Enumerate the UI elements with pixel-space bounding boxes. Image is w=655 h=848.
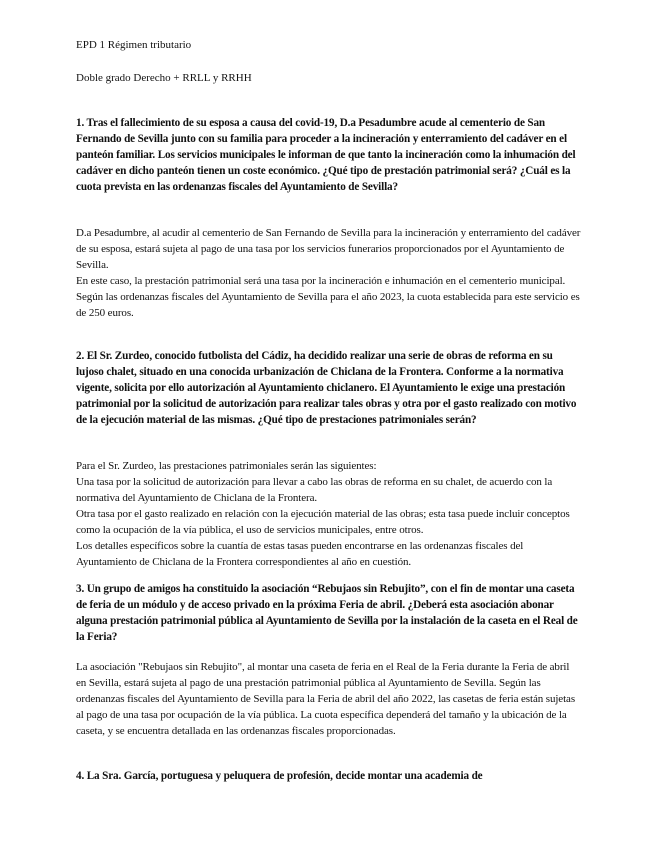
question-3: 3. Un grupo de amigos ha constituido la asociación “Rebujaos sin Rebujito”, con el fin de montar una caseta de feria de un módulo y de acceso privado en la próxima Feria de abril. ¿Deberá esta asociación abonar alguna prestación patrimonial pública al Ayuntamiento de Sevilla por la instalación de la caseta en el Real de la Feria? — [76, 583, 578, 643]
answer-3-paragraph: La asociación "Rebujaos sin Rebujito", al montar una caseta de feria en el Real de la Feria durante la Feria de abril en Sevilla, estará sujeta al pago de una prestación patrimonial pública al Ayuntamiento de Sevilla. Según las ordenanzas fiscales del Ayuntamiento de Sevilla para la Feria de abril del año 2022, las casetas de feria están sujetas al pago de una tasa por ocupación de la vía pública. La cuota específica dependerá del tamaño y la ubicación de la caseta, y se encuentra detallada en las ordenanzas fiscales proporcionadas. — [76, 661, 576, 737]
answer-1-paragraph: Según las ordenanzas fiscales del Ayuntamiento de Sevilla para el año 2023, la cuota establecida para este servicio es de 250 euros. — [76, 291, 580, 319]
answer-2-paragraph: Para el Sr. Zurdeo, las prestaciones patrimoniales serán las siguientes: — [76, 460, 377, 472]
stray-marks — [76, 55, 136, 59]
answer-3 — [76, 659, 581, 739]
answer-2 — [76, 458, 581, 570]
question-2: 2. El Sr. Zurdeo, conocido futbolista del Cádiz, ha decidido realizar una serie de obras de reforma en su lujoso chalet, situado en una conocida urbanización de Chiclana de la Frontera. Conforme a la normativa vigente, solicita por ello autorización al Ayuntamiento chiclanero. El Ayuntamiento le exige una prestación patrimonial por la solicitud de autorización para realizar tales obras y otra por el gasto realizado con motivo de la ejecución material de las mismas. ¿Qué tipo de prestaciones patrimoniales serán? — [76, 350, 577, 426]
answer-2-paragraph: Una tasa por la solicitud de autorización para llevar a cabo las obras de reforma en su chalet, de acuerdo con la normativa del Ayuntamiento de Chiclana de la Frontera. — [76, 476, 553, 504]
answer-1 — [76, 225, 581, 321]
answer-2-paragraph: Los detalles específicos sobre la cuantía de estas tasas pueden encontrarse en las ordenanzas fiscales del Ayuntamiento de Chiclana de la Frontera correspondientes al año en cuestión. — [76, 540, 524, 568]
question-1: 1. Tras el fallecimiento de su esposa a causa del covid-19, D.a Pesadumbre acude al cementerio de San Fernando de Sevilla junto con su familia para proceder a la incineración y enterramiento del cadáver en el panteón familiar. Los servicios municipales le informan de que tanto la incineración como la inhumación del cadáver en dicho panteón tienen un coste económico. ¿Qué tipo de prestación patrimonial será? ¿Cuál es la cuota prevista en las ordenanzas fiscales del Ayuntamiento de Sevilla? — [76, 117, 576, 193]
answer-1-paragraph: En este caso, la prestación patrimonial será una tasa por la incineración e inhumación en el cementerio municipal. — [76, 275, 566, 287]
answer-1-paragraph: D.a Pesadumbre, al acudir al cementerio de San Fernando de Sevilla para la incineración y enterramiento del cadáver de su esposa, estará sujeta al pago de una tasa por los servicios funerarios proporcionados por el Ayuntamiento de Sevilla. — [76, 227, 581, 271]
document-subtitle: Doble grado Derecho + RRLL y RRHH — [76, 72, 252, 84]
answer-2-paragraph: Otra tasa por el gasto realizado en relación con la ejecución material de las obras; esta tasa puede incluir conceptos como la ocupación de la vía pública, el uso de servicios municipales, entre otros. — [76, 508, 570, 536]
question-4: 4. La Sra. García, portuguesa y peluquera de profesión, decide montar una academia de — [76, 770, 483, 782]
document-title: EPD 1 Régimen tributario — [76, 39, 192, 51]
